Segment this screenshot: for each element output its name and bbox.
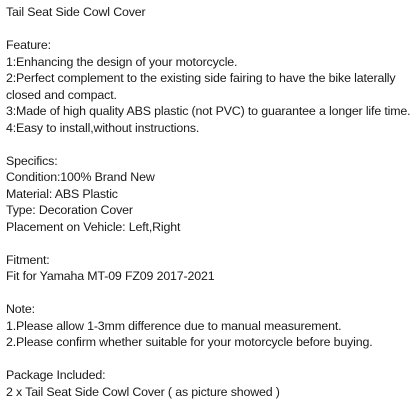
package-heading: Package Included: (6, 368, 106, 382)
specifics-placement: Placement on Vehicle: Left,Right (6, 219, 181, 234)
fitment-heading: Fitment: (6, 252, 50, 267)
specifics-heading: Specifics: (6, 153, 58, 168)
feature-item-4: 4:Easy to install,without instructions. (6, 120, 200, 135)
feature-item-3: 3:Made of high quality ABS plastic (not PVC) to guarantee a longer life time. (6, 104, 411, 118)
feature-heading: Feature: (6, 38, 51, 52)
spacer (6, 235, 412, 252)
note-item-1: 1.Please allow 1-3mm difference due to manual measurement. (6, 318, 342, 333)
product-title: Tail Seat Side Cowl Cover (6, 5, 146, 19)
product-description (6, 4, 412, 400)
specifics-type: Type: Decoration Cover (6, 203, 133, 217)
feature-item-1: 1:Enhancing the design of your motorcycle. (6, 54, 238, 69)
specifics-condition: Condition:100% Brand New (6, 170, 155, 184)
package-item: 2 x Tail Seat Side Cowl Cover ( as picture showed ) (6, 384, 280, 399)
feature-item-2-continued: closed and compact. (6, 87, 117, 102)
note-heading: Note: (6, 302, 35, 316)
spacer (6, 285, 412, 302)
spacer (6, 21, 412, 38)
spacer (6, 136, 412, 153)
feature-item-2: 2:Perfect complement to the existing side fairing to have the bike laterally (6, 71, 396, 85)
spacer (6, 351, 412, 368)
note-item-2: 2.Please confirm whether suitable for your motorcycle before buying. (6, 335, 373, 349)
fitment-item: Fit for Yamaha MT-09 FZ09 2017-2021 (6, 269, 215, 283)
specifics-material: Material: ABS Plastic (6, 186, 118, 201)
